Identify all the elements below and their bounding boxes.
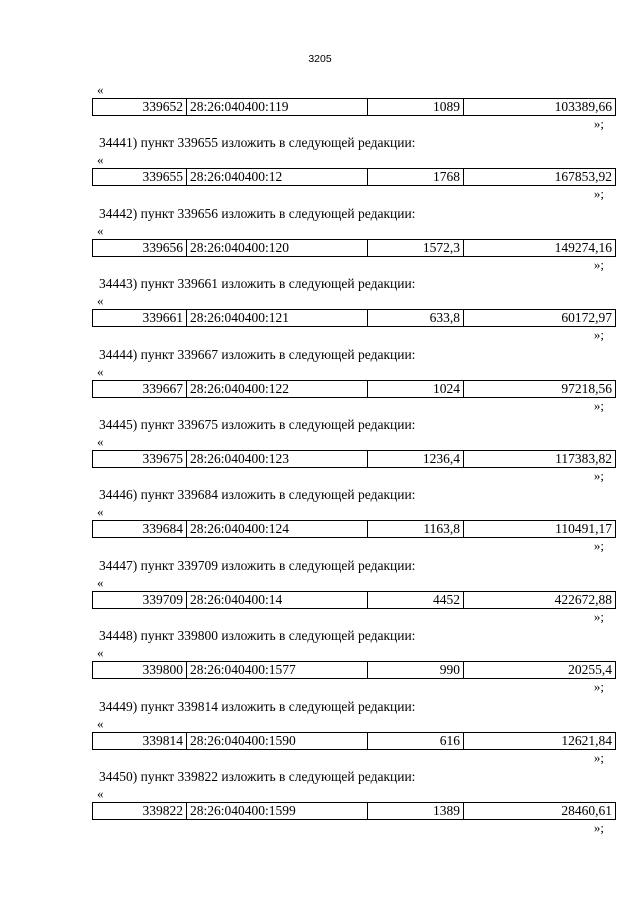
table-row: [92, 732, 616, 750]
amendment-heading: 34443) пункт 339661 изложить в следующей редакции:: [99, 276, 416, 292]
value-cell: 117383,82: [464, 450, 616, 467]
table-row: [92, 661, 616, 679]
row-number-cell: 339655: [93, 169, 187, 186]
opening-quote: «: [97, 363, 104, 379]
closing-quote: »;: [593, 327, 604, 343]
cadastral-number-cell: 28:26:040400:123: [187, 450, 368, 467]
page-number: 3205: [308, 53, 332, 65]
value-cell: 97218,56: [464, 380, 616, 397]
cadastral-number-cell: 28:26:040400:14: [187, 591, 368, 608]
value-cell: 167853,92: [464, 169, 616, 186]
closing-quote: »;: [593, 608, 604, 624]
amendment-heading: 34450) пункт 339822 изложить в следующей редакции:: [99, 768, 416, 784]
table-row: [92, 380, 616, 398]
cadastral-number-cell: 28:26:040400:1577: [187, 662, 368, 679]
opening-quote: «: [97, 574, 104, 590]
row-number-cell: 339684: [93, 521, 187, 538]
opening-quote: «: [97, 222, 104, 238]
closing-quote: »;: [593, 679, 604, 695]
closing-quote: »;: [593, 467, 604, 483]
amendment-heading: 34442) пункт 339656 изложить в следующей редакции:: [99, 205, 416, 221]
closing-quote: »;: [593, 256, 604, 272]
cadastral-number-cell: 28:26:040400:122: [187, 380, 368, 397]
value-cell: 103389,66: [464, 99, 616, 116]
row-number-cell: 339652: [93, 99, 187, 116]
area-cell: 990: [368, 662, 464, 679]
area-cell: 616: [368, 732, 464, 749]
cadastral-number-cell: 28:26:040400:1599: [187, 802, 368, 819]
area-cell: 633,8: [368, 310, 464, 327]
row-number-cell: 339800: [93, 662, 187, 679]
table-row: [92, 802, 616, 820]
amendment-heading: 34448) пункт 339800 изложить в следующей редакции:: [99, 628, 416, 644]
opening-quote: «: [97, 152, 104, 168]
value-cell: 12621,84: [464, 732, 616, 749]
closing-quote: »;: [593, 819, 604, 835]
table-row: [92, 168, 616, 186]
amendment-heading: 34447) пункт 339709 изложить в следующей редакции:: [99, 557, 416, 573]
value-cell: 60172,97: [464, 310, 616, 327]
row-number-cell: 339675: [93, 450, 187, 467]
value-cell: 20255,4: [464, 662, 616, 679]
amendment-heading: 34446) пункт 339684 изложить в следующей редакции:: [99, 487, 416, 503]
amendment-heading: 34444) пункт 339667 изложить в следующей редакции:: [99, 346, 416, 362]
closing-quote: »;: [593, 749, 604, 765]
opening-quote: «: [97, 715, 104, 731]
opening-quote: «: [97, 293, 104, 309]
table-row: [92, 98, 616, 116]
area-cell: 1089: [368, 99, 464, 116]
area-cell: 1572,3: [368, 239, 464, 256]
table-row: [92, 309, 616, 327]
area-cell: 4452: [368, 591, 464, 608]
area-cell: 1163,8: [368, 521, 464, 538]
area-cell: 1024: [368, 380, 464, 397]
value-cell: 28460,61: [464, 802, 616, 819]
amendment-heading: 34445) пункт 339675 изложить в следующей редакции:: [99, 416, 416, 432]
area-cell: 1236,4: [368, 450, 464, 467]
closing-quote: »;: [593, 397, 604, 413]
cadastral-number-cell: 28:26:040400:121: [187, 310, 368, 327]
opening-quote: «: [97, 645, 104, 661]
closing-quote: »;: [593, 186, 604, 202]
area-cell: 1768: [368, 169, 464, 186]
cadastral-number-cell: 28:26:040400:120: [187, 239, 368, 256]
table-row: [92, 520, 616, 538]
opening-quote: «: [97, 433, 104, 449]
closing-quote: »;: [593, 116, 604, 131]
amendment-block: [92, 768, 612, 857]
cadastral-number-cell: 28:26:040400:12: [187, 169, 368, 186]
cadastral-number-cell: 28:26:040400:119: [187, 99, 368, 116]
row-number-cell: 339661: [93, 310, 187, 327]
cadastral-number-cell: 28:26:040400:1590: [187, 732, 368, 749]
table-row: [92, 591, 616, 609]
opening-quote: «: [97, 504, 104, 520]
value-cell: 149274,16: [464, 239, 616, 256]
row-number-cell: 339814: [93, 732, 187, 749]
row-number-cell: 339822: [93, 802, 187, 819]
amendments-list: [92, 83, 610, 857]
row-number-cell: 339656: [93, 239, 187, 256]
opening-quote: «: [97, 82, 104, 97]
table-row: [92, 239, 616, 257]
table-row: [92, 450, 616, 468]
amendment-heading: 34441) пункт 339655 изложить в следующей редакции:: [99, 135, 416, 151]
row-number-cell: 339667: [93, 380, 187, 397]
opening-quote: «: [97, 785, 104, 801]
row-number-cell: 339709: [93, 591, 187, 608]
value-cell: 110491,17: [464, 521, 616, 538]
value-cell: 422672,88: [464, 591, 616, 608]
closing-quote: »;: [593, 538, 604, 554]
area-cell: 1389: [368, 802, 464, 819]
cadastral-number-cell: 28:26:040400:124: [187, 521, 368, 538]
amendment-heading: 34449) пункт 339814 изложить в следующей редакции:: [99, 698, 416, 714]
